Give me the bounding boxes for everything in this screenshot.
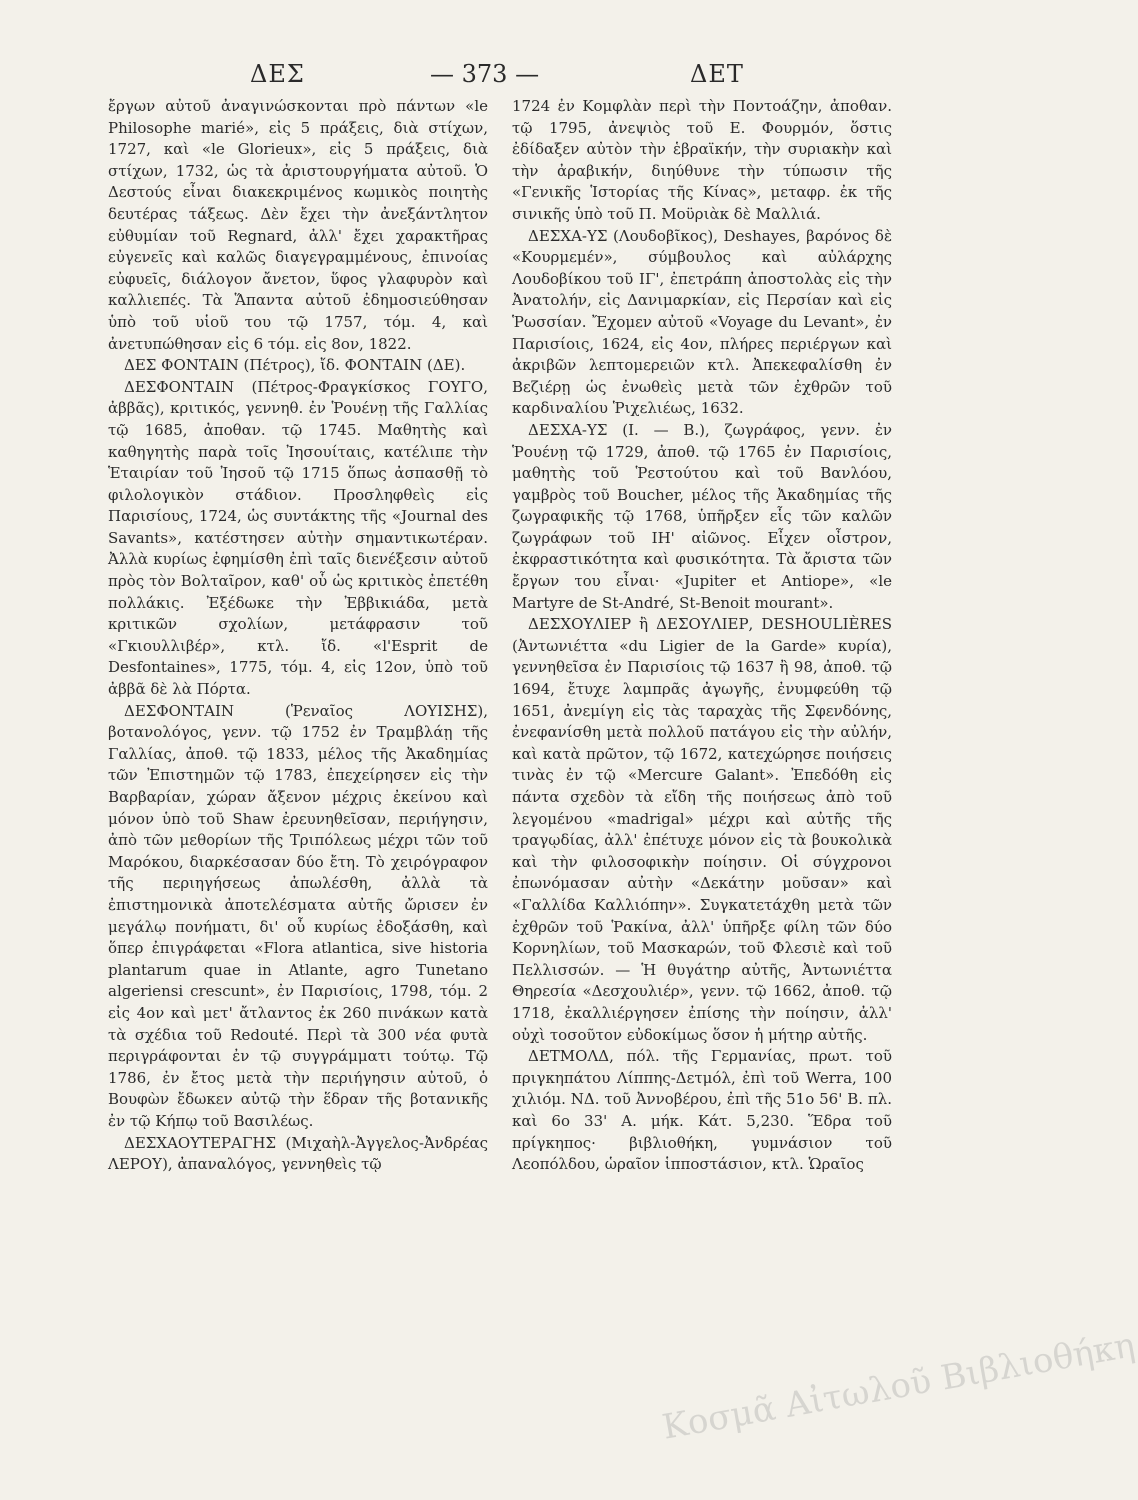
right-column (512, 96, 892, 1496)
entry-paragraph: ΔΕΣΦΟΝΤΑΙΝ (Ῥεναῖος ΛΟΥΙΣΗΣ), βοτανολόγος, γενν. τῷ 1752 ἐν Τραμβλάῃ τῆς Γαλλίας, ἀποθ. τῷ 1833, μέλος τῆς Ἀκαδημίας τῶν Ἐπιστημῶν τῷ 1783, ἐπεχείρησεν εἰς τὴν Βαρβαρίαν, χώραν ἄξενον μέχρις ἐκείνου καὶ μόνον ὑπὸ τοῦ Shaw ἐρευνηθεῖσαν, περιήγησιν, ἀπὸ τῶν μεθορίων τῆς Τριπόλεως μέχρι τῶν τοῦ Μαρόκου, διαρκέσασαν δύο ἔτη. Τὸ χειρόγραφον τῆς περιηγήσεως ἀπωλέσθη, ἀλλὰ τὰ ἐπιστημονικὰ ἀποτελέσματα αὐτῆς ὤρισεν ἐν μεγάλῳ πονήματι, δι' οὗ κυρίως ἐδοξάσθη, καὶ ὅπερ ἐπιγράφεται «Flora atlantica, sive historia plantarum quae in Atlante, agro Tunetano algeriensi crescunt», ἐν Παρισίοις, 1798, τόμ. 2 εἰς 4ον καὶ μετ' ἄτλαντος ἐκ 260 πινάκων κατὰ τὰ σχέδια τοῦ Redouté. Περὶ τὰ 300 νέα φυτὰ περιγράφονται ἐν τῷ συγγράμματι τούτῳ. Τῷ 1786, ἐν ἔτος μετὰ τὴν περιήγησιν αὐτοῦ, ὁ Βουφὼν ἔδωκεν αὐτῷ τὴν ἕδραν τῆς βοτανικῆς ἐν τῷ Κήπῳ τοῦ Βασιλέως. (108, 701, 488, 1130)
entry-paragraph: ΔΕΣΧΑΟΥΤΕΡΑΓΗΣ (Μιχαὴλ-Ἀγγελος-Ἀνδρέας ΛΕΡΟΥ), ἀπαναλόγος, γεννηθεὶς τῷ (108, 1133, 488, 1174)
entry-paragraph: ΔΕΣ ΦΟΝΤΑΙΝ (Πέτρος), ἴδ. ΦΟΝΤΑΙΝ (ΔΕ). (124, 356, 466, 375)
entry-paragraph: ΔΕΣΦΟΝΤΑΙΝ (Πέτρος-Φραγκίσκος ΓΟΥΓΟ, ἀββᾶς), κριτικός, γεννηθ. ἐν Ῥουένῃ τῆς Γαλλίας τῷ 1685, ἀποθαν. τῷ 1745. Μαθητὴς καὶ καθηγητὴς παρὰ τοῖς Ἰησουίταις, κατέλιπε τὴν Ἑταιρίαν τοῦ Ἰησοῦ τῷ 1715 ὅπως ἀσπασθῇ τὸ φιλολογικὸν στάδιον. Προσληφθεὶς εἰς Παρισίους, 1724, ὡς συντάκτης τῆς «Journal des Savants», κατέστησεν αὐτὴν σημαντικωτέραν. Ἀλλὰ κυρίως ἐφημίσθη ἐπὶ ταῖς διενέξεσιν αὐτοῦ πρὸς τὸν Βολταῖρον, καθ' οὗ ὡς κριτικὸς ἐπετέθη πολλάκις. Ἐξέδωκε τὴν Ἐββικιάδα, μετὰ κριτικῶν σχολίων, μετάφρασιν τοῦ «Γκιουλλιβέρ», κτλ. ἴδ. «l'Esprit de Desfontaines», 1775, τόμ. 4, εἰς 12ον, ὑπὸ τοῦ ἀββᾶ δὲ λὰ Πόρτα. (108, 377, 488, 699)
entry-paragraph: ἔργων αὐτοῦ ἀναγινώσκονται πρὸ πάντων «le Philosophe marié», εἰς 5 πράξεις, διὰ στίχων, 1727, καὶ «le Glorieux», εἰς 5 πράξεις, διὰ στίχων, 1732, ὡς τὰ ἀριστουργήματα αὐτοῦ. Ὁ Δεστούς εἶναι διακεκριμένος κωμικὸς ποιητὴς δευτέρας τάξεως. Δὲν ἔχει τὴν ἀνεξάντλητον εὐθυμίαν τοῦ Regnard, ἀλλ' ἔχει χαρακτῆρας εὐγενεῖς καὶ καλῶς διαγεγραμμένους, ἐπινοίας εὐφυεῖς, διάλογον ἄνετον, ὕφος γλαφυρὸν καὶ καλλιεπές. Τὰ Ἅπαντα αὐτοῦ ἐδημοσιεύθησαν ὑπὸ τοῦ υἱοῦ του τῷ 1757, τόμ. 4, καὶ ἀνετυπώθησαν εἰς 6 τόμ. εἰς 8ον, 1822. (108, 97, 488, 353)
page-header (0, 60, 1033, 100)
library-watermark: Κοσμᾶ Αἰτωλοῦ Βιβλιοθήκη (659, 1325, 1138, 1448)
left-column (108, 96, 488, 1496)
header-right-guide-word: ΔΕΤ (690, 60, 744, 88)
header-left-guide-word: ΔΕΣ (250, 60, 305, 88)
entry-paragraph: ΔΕΣΧΑ-ΥΣ (Λουδοβῖκος), Deshayes, βαρόνος δὲ «Κουρμεμέν», σύμβουλος καὶ αὐλάρχης Λουδοβίκου τοῦ ΙΓ', ἐπετράπη ἀποστολὰς εἰς τὴν Ἀνατολήν, εἰς Δανιμαρκίαν, εἰς Περσίαν καὶ εἰς Ῥωσσίαν. Ἔχομεν αὐτοῦ «Voyage du Levant», ἐν Παρισίοις, 1624, εἰς 4ον, πλήρες περιέργων καὶ ἀκριβῶν λεπτομερειῶν κτλ. Ἀπεκεφαλίσθη ἐν Βεζιέρῃ ὡς ἐνωθεὶς μετὰ τῶν ἐχθρῶν τοῦ καρδιναλίου Ῥιχελιέως, 1632. (512, 226, 892, 418)
entry-paragraph: ΔΕΣΧΑ-ΥΣ (Ι. — Β.), ζωγράφος, γενν. ἐν Ῥουένῃ τῷ 1729, ἀποθ. τῷ 1765 ἐν Παρισίοις, μαθητὴς τοῦ Ῥεστούτου καὶ τοῦ Βανλόου, γαμβρὸς τοῦ Boucher, μέλος τῆς Ἀκαδημίας τῆς ζωγραφικῆς τῷ 1768, ὑπῆρξεν εἷς τῶν καλῶν ζωγράφων τοῦ ΙΗ' αἰῶνος. Εἶχεν οἶστρον, ἐκφραστικότητα καὶ φυσικότητα. Τὰ ἄριστα τῶν ἔργων του εἶναι· «Jupiter et Antiope», «le Martyre de St-André, St-Benoit mourant». (512, 420, 892, 612)
entry-paragraph: 1724 ἐν Κομφλὰν περὶ τὴν Ποντοάζην, ἀποθαν. τῷ 1795, ἀνεψιὸς τοῦ Ε. Φουρμόν, ὅστις ἐδίδαξεν αὐτὸν τὴν ἑβραϊκήν, τὴν συριακὴν καὶ τὴν ἀραβικήν, διηύθυνε τὴν τύπωσιν τῆς «Γενικῆς Ἱστορίας τῆς Κίνας», μεταφρ. ἐκ τῆς σινικῆς ὑπὸ τοῦ Π. Μοϋριὰκ δὲ Μαλλιά. (512, 97, 892, 223)
entry-paragraph: ΔΕΤΜΟΛΔ, πόλ. τῆς Γερμανίας, πρωτ. τοῦ πριγκηπάτου Λίππης-Δετμόλ, ἐπὶ τοῦ Werra, 100 χιλιόμ. ΝΔ. τοῦ Ἀννοβέρου, ἐπὶ τῆς 51ο 56' Β. πλ. καὶ 6ο 33' Α. μήκ. Κάτ. 5,230. Ἕδρα τοῦ πρίγκηπος· βιβλιοθήκη, γυμνάσιον τοῦ Λεοπόλδου, ὡραῖον ἱπποστάσιον, κτλ. Ὡραῖος (512, 1047, 892, 1174)
entry-paragraph: ΔΕΣΧΟΥΛΙΕΡ ἢ ΔΕΣΟΥΛΙΕΡ, DESHOULIÈRES (Ἀντωνιέττα «du Ligier de la Garde» κυρία), γεννηθεῖσα ἐν Παρισίοις τῷ 1637 ἢ 98, ἀποθ. τῷ 1694, ἔτυχε λαμπρᾶς ἀγωγῆς, ἐνυμφεύθη τῷ 1651, ἀνεμίγη εἰς τὰς ταραχὰς τῆς Σφενδόνης, ἐνεφανίσθη μετὰ πολλοῦ πατάγου εἰς τὴν αὐλήν, καὶ κατὰ πρῶτον, τῷ 1672, κατεχώρησε ποιήσεις τινὰς ἐν τῷ «Mercure Galant». Ἐπεδόθη εἰς πάντα σχεδὸν τὰ εἴδη τῆς ποιήσεως ἀπὸ τοῦ λεγομένου «madrigal» μέχρι καὶ αὐτῆς τῆς τραγῳδίας, ἀλλ' ἐπέτυχε μόνον εἰς τὰ βουκολικὰ καὶ τὴν φιλοσοφικὴν ποίησιν. Οἱ σύγχρονοι ἐπωνόμασαν αὐτὴν «Δεκάτην μοῦσαν» καὶ «Γαλλίδα Καλλιόπην». Συγκατετάχθη μετὰ τῶν ἐχθρῶν τοῦ Ῥακίνα, ἀλλ' ὑπῆρξε φίλη τῶν δύο Κορνηλίων, τοῦ Μασκαρών, τοῦ Φλεσιὲ καὶ τοῦ Πελλισσών. — Ἡ θυγάτηρ αὐτῆς, Ἀντωνιέττα Θηρεσία «Δεσχουλιέρ», γενν. τῷ 1662, ἀποθ. τῷ 1718, ἐκαλλιέργησεν ἐπίσης τὴν ποίησιν, ἀλλ' οὐχὶ τοσοῦτον εὐδοκίμως ὅσον ἡ μήτηρ αὐτῆς. (512, 615, 892, 1044)
page-number: — 373 — (430, 60, 540, 88)
